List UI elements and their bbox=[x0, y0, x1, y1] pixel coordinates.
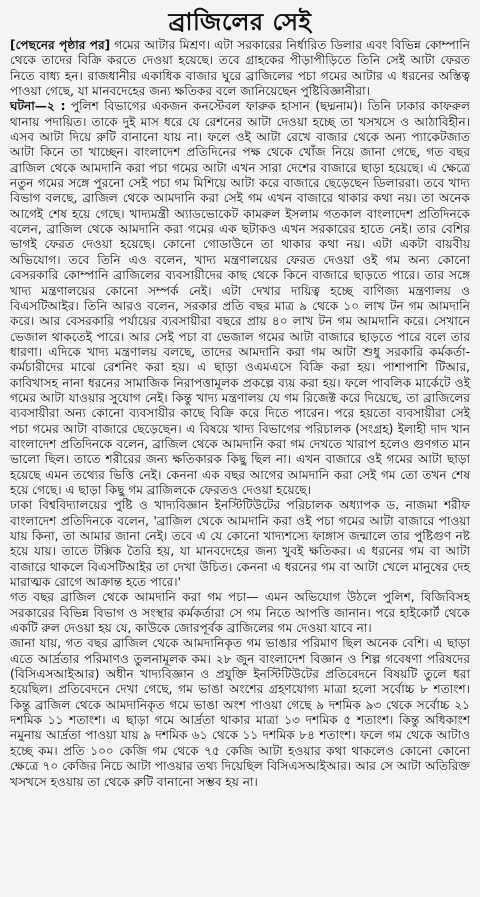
intro-text: গমের আটার মিশ্রণ। এটা সরকারের নির্ধারিত ডিলার এবং বিভিন্ন কোম্পানি থেকে তাদের বিক্রি করতে দেওয়া হয়েছে। তবে গ্রাহকের পীড়াপীড়িতে তিনি সেই আটা ফেরত নিতে বাধ্য হন। রাজধানীর একাধিক বাজার ঘুরে ব্রাজিলের পচা গমের আটার এ ধরনের অস্তিত্ব পাওয়া গেছে, যা মানবদেহের জন্য ক্ষতিকর বলে জানিয়েছেন পুষ্টিবিজ্ঞানীরা। bbox=[10, 38, 470, 99]
article-headline: ব্রাজিলের সেই bbox=[168, 8, 312, 36]
expert-paragraph: ঢাকা বিশ্ববিদ্যালয়ের পুষ্টি ও খাদ্যবিজ্ঞান ইনস্টিটিউটের পরিচালক অধ্যাপক ড. নাজমা শরীফ বাংলাদেশ প্রতিদিনকে বলেন, 'ব্রাজিল থেকে আমদানি করা ওই পচা গমের আটা বাজারে পাওয়া যায় কিনা, তা আমার জানা নেই। তবে এ যে কোনো খাদ্যশস্যে ফাঙ্গাস জন্মালে তার পুষ্টিগুণ নষ্ট হয়ে যায়। তাতে টক্সিক তৈরি হয়, যা মানবদেহের জন্য খুবই ক্ষতিকর। এ ধরনের গম বা আটা বাজারে থাকলে বিএসটিআইর তা দেখা উচিত। কেননা এ ধরনের গম বা আটা খেলে মানুষের দেহ মারাত্মক রোগে আক্রান্ত হতে পারে।' bbox=[10, 498, 470, 590]
intro-paragraph bbox=[10, 38, 470, 99]
continued-label: [পেছনের পৃষ্ঠার পর] bbox=[10, 38, 111, 52]
article-body bbox=[10, 38, 470, 790]
report-paragraph: জানা যায়, গত বছর ব্রাজিল থেকে আমদানিকৃত গম ভাঙার পরিমাণ ছিল অনেক বেশি। এ ছাড়া এতে আর্দ্রতার পরিমাণও তুলনামূলক কম। ২৮ জুন বাংলাদেশ বিজ্ঞান ও শিল্প গবেষণা পরিষদের (বিসিএসআইআর) অধীন খাদ্যবিজ্ঞান ও প্রযুক্তি ইনস্টিটিউটের প্রতিবেদনে বিষয়টি তুলে ধরা হয়েছিল। প্রতিবেদনে দেখা গেছে, গম ভাঙা অংশের গ্রহণযোগ্য মাত্রা হলো সর্বোচ্চ ৮ শতাংশ। কিন্তু ব্রাজিল থেকে আমদানিকৃত গমে ভাঙা অংশ পাওয়া গেছে ৯ দশমিক ৯৩ থেকে সর্বোচ্চ ২১ দশমিক ১১ শতাংশ। এ ছাড়া গমে আর্দ্রতা থাকার মাত্রা ১৩ দশমিক ৫ শতাংশ। কিন্তু অধিকাংশ নমুনায় আর্দ্রতা পাওয়া যায় ৯ দশমিক ৬১ থেকে ১১ দশমিক ৮৪ শতাংশ। ফলে গম থেকে আটাও হচ্ছে কম। প্রতি ১০০ কেজি গম থেকে ৭৫ কেজি আটা হওয়ার কথা থাকলেও কোনো কোনো ক্ষেত্রে ৭০ কেজির নিচে আটা পাওয়ার তথ্য দিয়েছিল বিসিএসআইআর। আর সে আটা অতিরিক্ত খসখসে হওয়ায় তা থেকে রুটি বানানো সম্ভব হয় না। bbox=[10, 636, 470, 789]
incident-text: পুলিশ বিভাগের একজন কনস্টেবল ফারুক হাসান (ছদ্মনাম)। তিনি ঢাকার কাফরুল থানায় পদায়িত। তাকে দুই মাস ধরে যে রেশনের আটা দেওয়া হচ্ছে তা খসখসে ও আঠাবিহীন। এসব আটা দিয়ে রুটি বানানো যায় না। ফলে ওই আটা রেখে বাজার থেকে অন্য প্যাকেটজাত আটা কিনে তা খাচ্ছেন। বাংলাদেশ প্রতিদিনের পক্ষ থেকে খোঁজ নিয়ে জানা গেছে, গত বছর ব্রাজিল থেকে আমদানি করা পচা গমের আটা এখন সারা দেশের বাজারে ছাড়া হয়েছে। এ ক্ষেত্রে নতুন গমের সঙ্গে পুরনো সেই পচা গম মিশিয়ে আটা করে বাজারে ছেড়েছেন ডিলাররা। তবে খাদ্য বিভাগ বলছে, ব্রাজিল থেকে আমদানি করা সেই গম এখন বাজারে থাকার কথা নয়। তা অনেক আগেই শেষ হয়ে গেছে। খাদ্যমন্ত্রী অ্যাডভোকেট কামরুল ইসলাম গতকাল বাংলাদেশ প্রতিদিনকে বলেন, ব্রাজিল থেকে আমদানি করা গমের এক ছটাকও এখন সরকারের হাতে নেই। তার বেশির ভাগই ফেরত দেওয়া হয়েছে। কোনো গোডাউনে তা থাকার কথা নয়। এটা একটা বায়বীয় অভিযোগ। তবে তিনি এও বলেন, খাদ্য মন্ত্রণালয়ের ফেরত দেওয়া ওই গম অন্য কোনো বেসরকারি কোম্পানি ব্রাজিলের ব্যবসায়ীদের কাছ থেকে কিনে বাজারে ছাড়তে পারে। তার সঙ্গে খাদ্য মন্ত্রণালয়ের কোনো সম্পর্ক নেই। এটা দেখার দায়িত্ব হচ্ছে বাণিজ্য মন্ত্রণালয় ও বিএসটিআইর। তিনি আরও বলেন, সরকার প্রতি বছর মাত্র ৯ থেকে ১০ লাখ টন গম আমদানি করে। আর বেসরকারি পর্যায়ের ব্যবসায়ীরা বছরে প্রায় ৪০ লাখ টন গম আমদানি করে। সেখানে ভেজাল থাকতেই পারে। আর সেই পচা বা ভেজাল গমের আটা বাজারে ছাড়তে পারে বলে তার ধারণা। এদিকে খাদ্য মন্ত্রণালয় বলছে, তাদের আমদানি করা গম আটা শুধু সরকারি কর্মকর্তা-কর্মচারীদের মাঝে রেশনিং করা হয়। এ ছাড়া ওএমএসে বিক্রি করা হয়। পাশাপাশি টিআর, কাবিখাসহ নানা ধরনের সামাজিক নিরাপত্তামূলক প্রকল্পে ব্যয় করা হয়। ফলে পাবলিক মার্কেটে ওই গমের আটা যাওয়ার সুযোগ নেই। কিন্তু খাদ্য মন্ত্রণালয় যে গম রিজেক্ট করে দিয়েছে, তা ব্রাজিলের ব্যবসায়ীরা অন্য কোনো ব্যবসায়ীর কাছে বিক্রি করে দিতে পারেন। পরে হয়তো ব্যবসায়ীরা সেই পচা গমের আটা বাজারে ছেড়েছেন। এ বিষয়ে খাদ্য বিভাগের পরিচালক (সংগ্রহ) ইলাহী দাদ খান বাংলাদেশ প্রতিদিনকে বলেন, ব্রাজিল থেকে আমদানি করা গম দেখতে খারাপ হলেও গুণগত মান ভালো ছিল। তাতে শরীরের জন্য ক্ষতিকারক কিছু ছিল না। এখন বাজারে ওই গমের আটা ছাড়া হয়েছে এমন তথ্যের ভিত্তি নেই। কেননা এক বছর আগের আমদানি করা সেই গম তো তখন শেষ হয়ে গেছে। এ ছাড়া কিছু গম ব্রাজিলকে ফেরতও দেওয়া হয়েছে। bbox=[10, 99, 470, 497]
court-paragraph: গত বছর ব্রাজিল থেকে আমদানি করা গম পচা— এমন অভিযোগ উঠলে পুলিশ, বিজিবিসহ সরকারের বিভিন্ন বিভাগ ও সংস্থার কর্মকর্তারা সে গম নিতে আপত্তি জানান। পরে হাইকোর্ট থেকে একটি রুল দেওয়া হয় যে, কাউকে জোরপূর্বক ব্রাজিলের গম দেওয়া যাবে না। bbox=[10, 590, 470, 636]
incident-paragraph bbox=[10, 99, 470, 498]
incident-label: ঘটনা—২ : bbox=[10, 99, 66, 114]
